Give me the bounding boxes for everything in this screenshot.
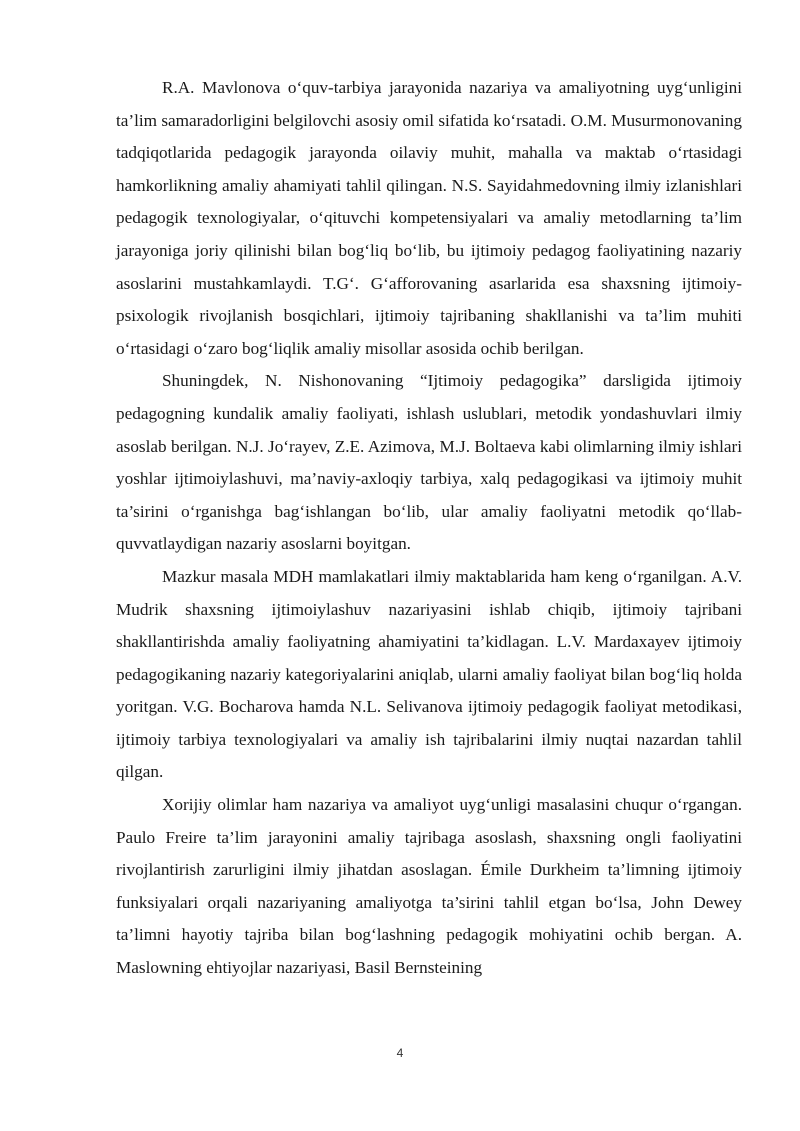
page-number: 4	[396, 1046, 404, 1060]
paragraph: Mazkur masala MDH mamlakatlari ilmiy maktablarida ham keng o‘rganilgan. A.V. Mudrik shaxsning ijtimoiylashuv nazariyasini ishlab chiqib, ijtimoiy tajribani shakllantirishda amaliy faoliyatning ahamiyatini ta’kidlagan. L.V. Mardaxayev ijtimoiy pedagogikaning nazariy kategoriyalarini aniqlab, ularni amaliy faoliyat bilan bog‘liq holda yoritgan. V.G. Bocharova hamda N.L. Selivanova ijtimoiy pedagogik faoliyat metodikasi, ijtimoiy tarbiya texnologiyalari va amaliy ish tajribalarini ilmiy nuqtai nazardan tahlil qilgan.	[116, 566, 742, 782]
paragraph: R.A. Mavlonova o‘quv-tarbiya jarayonida nazariya va amaliyotning uyg‘unligini ta’lim samaradorligini belgilovchi asosiy omil sifatida ko‘rsatadi. O.M. Musurmonovaning tadqiqotlarida pedagogik jarayonda oilaviy muhit, mahalla va maktab o‘rtasidagi hamkorlikning amaliy ahamiyati tahlil qilingan. N.S. Sayidahmedovning ilmiy izlanishlari pedagogik texnologiyalar, o‘qituvchi kompetensiyalari va amaliy metodlarning ta’lim jarayoniga joriy qilinishi bilan bog‘liq bo‘lib, bu ijtimoiy pedagog faoliyatining nazariy asoslarini mustahkamlaydi. T.G‘. G‘afforovaning asarlarida esa shaxsning ijtimoiy-psixologik rivojlanish bosqichlari, ijtimoiy tajribaning shakllanishi va ta’lim muhiti o‘rtasidagi o‘zaro bog‘liqlik amaliy misollar asosida ochib berilgan.	[116, 78, 742, 358]
paragraph: Xorijiy olimlar ham nazariya va amaliyot uyg‘unligi masalasini chuqur o‘rgangan. Paulo Freire ta’lim jarayonini amaliy tajribaga asoslash, shaxsning ongli faoliyatini rivojlantirish zarurligini ilmiy jihatdan asoslagan. Émile Durkheim ta’limning ijtimoiy funksiyalari orqali nazariyaning amaliyotga ta’sirini tahlil etgan bo‘lsa, John Dewey ta’limni hayotiy tajriba bilan bog‘lashning pedagogik mohiyatini ochib bergan. A. Maslowning ehtiyojlar nazariyasi, Basil Bernsteining	[116, 795, 742, 978]
paragraph: Shuningdek, N. Nishonovaning “Ijtimoiy pedagogika” darsligida ijtimoiy pedagogning kundalik amaliy faoliyati, ishlash uslublari, metodik yondashuvlari ilmiy asoslab berilgan. N.J. Jo‘rayev, Z.E. Azimova, M.J. Boltaeva kabi olimlarning ilmiy ishlari yoshlar ijtimoiylashuvi, ma’naviy-axloqiy tarbiya, xalq pedagogikasi va ijtimoiy muhit ta’sirini o‘rganishga bag‘ishlangan bo‘lib, ular amaliy faoliyatni metodik qo‘llab-quvvatlaydigan nazariy asoslarni boyitgan.	[116, 371, 742, 554]
page-body	[116, 72, 742, 985]
